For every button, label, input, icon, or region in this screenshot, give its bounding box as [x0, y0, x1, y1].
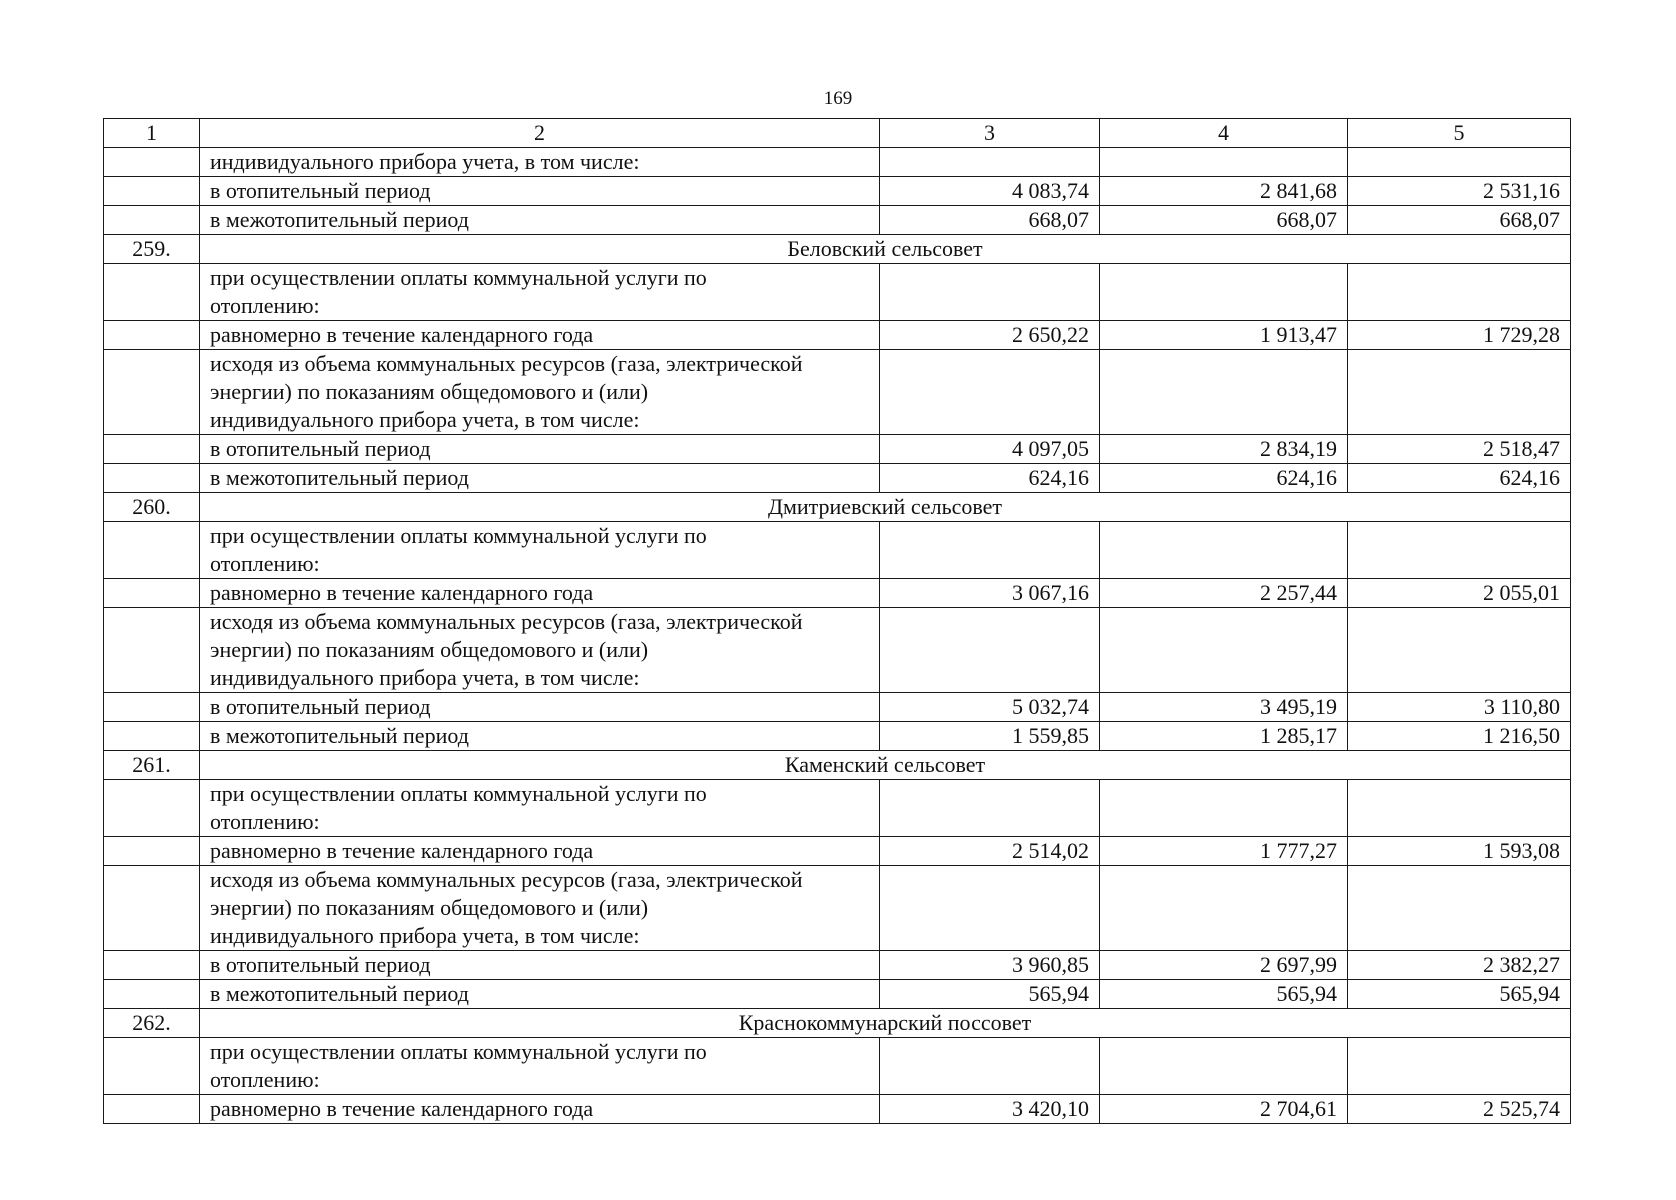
row-label: при осуществлении оплаты коммунальной услуги по отоплению:: [200, 780, 880, 837]
value-col-5: 1 593,08: [1348, 837, 1571, 866]
value-col-4: [1100, 780, 1348, 837]
value-col-3: 4 083,74: [880, 177, 1100, 206]
row-label: в отопительный период: [200, 951, 880, 980]
table-row: [104, 722, 1571, 751]
row-label: при осуществлении оплаты коммунальной услуги по отоплению:: [200, 264, 880, 321]
row-number-cell: [104, 350, 200, 435]
value-col-5: [1348, 148, 1571, 177]
value-col-3: [880, 522, 1100, 579]
row-label: при осуществлении оплаты коммунальной услуги по отоплению:: [200, 522, 880, 579]
value-col-5: [1348, 264, 1571, 321]
row-number-cell: [104, 579, 200, 608]
value-col-3: [880, 350, 1100, 435]
section-number: 262.: [104, 1009, 200, 1038]
value-col-5: [1348, 608, 1571, 693]
row-number-cell: [104, 264, 200, 321]
row-number-cell: [104, 693, 200, 722]
section-row: [104, 493, 1571, 522]
value-col-3: 668,07: [880, 206, 1100, 235]
value-col-4: 668,07: [1100, 206, 1348, 235]
value-col-5: 1 216,50: [1348, 722, 1571, 751]
table-row: [104, 1038, 1571, 1095]
row-label: равномерно в течение календарного года: [200, 321, 880, 350]
value-col-4: [1100, 608, 1348, 693]
section-number: 261.: [104, 751, 200, 780]
table-row: [104, 951, 1571, 980]
row-number-cell: [104, 951, 200, 980]
table-row: [104, 464, 1571, 493]
table-row: [104, 350, 1571, 435]
row-number-cell: [104, 722, 200, 751]
page-number: 169: [823, 88, 853, 109]
column-header-2: 2: [200, 119, 880, 148]
table-row: [104, 837, 1571, 866]
value-col-5: [1348, 522, 1571, 579]
value-col-3: [880, 866, 1100, 951]
table-header-row: [104, 119, 1571, 148]
value-col-4: 1 777,27: [1100, 837, 1348, 866]
section-title: Беловский сельсовет: [200, 235, 1571, 264]
table-row: [104, 177, 1571, 206]
value-col-4: 565,94: [1100, 980, 1348, 1009]
value-col-3: 4 097,05: [880, 435, 1100, 464]
value-col-3: 3 420,10: [880, 1095, 1100, 1124]
row-number-cell: [104, 837, 200, 866]
row-label: исходя из объема коммунальных ресурсов (газа, электрической энергии) по показаниям общедомового и (или) индивидуального прибора учета, в том числе:: [200, 608, 880, 693]
section-title: Каменский сельсовет: [200, 751, 1571, 780]
value-col-3: 2 514,02: [880, 837, 1100, 866]
section-number: 259.: [104, 235, 200, 264]
row-label: равномерно в течение календарного года: [200, 1095, 880, 1124]
table-row: [104, 522, 1571, 579]
value-col-3: [880, 148, 1100, 177]
value-col-4: 3 495,19: [1100, 693, 1348, 722]
row-label: в отопительный период: [200, 693, 880, 722]
row-label: индивидуального прибора учета, в том числе:: [200, 148, 880, 177]
row-number-cell: [104, 866, 200, 951]
row-label: исходя из объема коммунальных ресурсов (газа, электрической энергии) по показаниям общедомового и (или) индивидуального прибора учета, в том числе:: [200, 350, 880, 435]
tariff-table-body: [104, 119, 1571, 1124]
value-col-4: 2 697,99: [1100, 951, 1348, 980]
column-header-5: 5: [1348, 119, 1571, 148]
value-col-4: [1100, 522, 1348, 579]
value-col-3: [880, 608, 1100, 693]
value-col-3: [880, 1038, 1100, 1095]
value-col-5: 2 382,27: [1348, 951, 1571, 980]
section-title: Дмитриевский сельсовет: [200, 493, 1571, 522]
table-row: [104, 264, 1571, 321]
table-row: [104, 780, 1571, 837]
value-col-3: 1 559,85: [880, 722, 1100, 751]
value-col-5: [1348, 866, 1571, 951]
value-col-5: 668,07: [1348, 206, 1571, 235]
table-row: [104, 321, 1571, 350]
table-row: [104, 608, 1571, 693]
row-label: в межотопительный период: [200, 206, 880, 235]
value-col-5: 2 525,74: [1348, 1095, 1571, 1124]
value-col-4: [1100, 264, 1348, 321]
value-col-4: [1100, 866, 1348, 951]
row-label: в отопительный период: [200, 435, 880, 464]
row-label: в межотопительный период: [200, 722, 880, 751]
value-col-3: 3 960,85: [880, 951, 1100, 980]
section-row: [104, 235, 1571, 264]
value-col-3: [880, 780, 1100, 837]
value-col-3: 2 650,22: [880, 321, 1100, 350]
tariff-table: [103, 118, 1571, 1124]
value-col-4: 1 913,47: [1100, 321, 1348, 350]
value-col-5: 1 729,28: [1348, 321, 1571, 350]
row-number-cell: [104, 980, 200, 1009]
value-col-5: 624,16: [1348, 464, 1571, 493]
row-number-cell: [104, 206, 200, 235]
row-label: в межотопительный период: [200, 980, 880, 1009]
row-number-cell: [104, 464, 200, 493]
section-row: [104, 751, 1571, 780]
value-col-5: [1348, 780, 1571, 837]
column-header-4: 4: [1100, 119, 1348, 148]
value-col-4: 1 285,17: [1100, 722, 1348, 751]
table-row: [104, 148, 1571, 177]
section-title: Краснокоммунарский поссовет: [200, 1009, 1571, 1038]
value-col-3: 5 032,74: [880, 693, 1100, 722]
value-col-3: 3 067,16: [880, 579, 1100, 608]
value-col-5: 565,94: [1348, 980, 1571, 1009]
value-col-3: [880, 264, 1100, 321]
row-label: равномерно в течение календарного года: [200, 837, 880, 866]
row-label: в межотопительный период: [200, 464, 880, 493]
row-label: в отопительный период: [200, 177, 880, 206]
row-number-cell: [104, 148, 200, 177]
row-number-cell: [104, 780, 200, 837]
value-col-4: [1100, 350, 1348, 435]
table-row: [104, 693, 1571, 722]
row-label: исходя из объема коммунальных ресурсов (газа, электрической энергии) по показаниям общедомового и (или) индивидуального прибора учета, в том числе:: [200, 866, 880, 951]
row-number-cell: [104, 522, 200, 579]
value-col-5: [1348, 350, 1571, 435]
row-number-cell: [104, 435, 200, 464]
column-header-3: 3: [880, 119, 1100, 148]
table-row: [104, 435, 1571, 464]
row-label: равномерно в течение календарного года: [200, 579, 880, 608]
value-col-4: [1100, 1038, 1348, 1095]
value-col-3: 565,94: [880, 980, 1100, 1009]
row-number-cell: [104, 321, 200, 350]
value-col-4: [1100, 148, 1348, 177]
table-row: [104, 1095, 1571, 1124]
row-number-cell: [104, 1038, 200, 1095]
value-col-5: 2 531,16: [1348, 177, 1571, 206]
value-col-5: 2 055,01: [1348, 579, 1571, 608]
section-number: 260.: [104, 493, 200, 522]
column-header-1: 1: [104, 119, 200, 148]
row-label: при осуществлении оплаты коммунальной услуги по отоплению:: [200, 1038, 880, 1095]
value-col-4: 624,16: [1100, 464, 1348, 493]
value-col-5: [1348, 1038, 1571, 1095]
table-row: [104, 866, 1571, 951]
value-col-5: 3 110,80: [1348, 693, 1571, 722]
value-col-4: 2 841,68: [1100, 177, 1348, 206]
section-row: [104, 1009, 1571, 1038]
row-number-cell: [104, 608, 200, 693]
row-number-cell: [104, 177, 200, 206]
table-row: [104, 980, 1571, 1009]
table-row: [104, 579, 1571, 608]
value-col-5: 2 518,47: [1348, 435, 1571, 464]
row-number-cell: [104, 1095, 200, 1124]
value-col-4: 2 704,61: [1100, 1095, 1348, 1124]
table-row: [104, 206, 1571, 235]
value-col-3: 624,16: [880, 464, 1100, 493]
value-col-4: 2 257,44: [1100, 579, 1348, 608]
value-col-4: 2 834,19: [1100, 435, 1348, 464]
